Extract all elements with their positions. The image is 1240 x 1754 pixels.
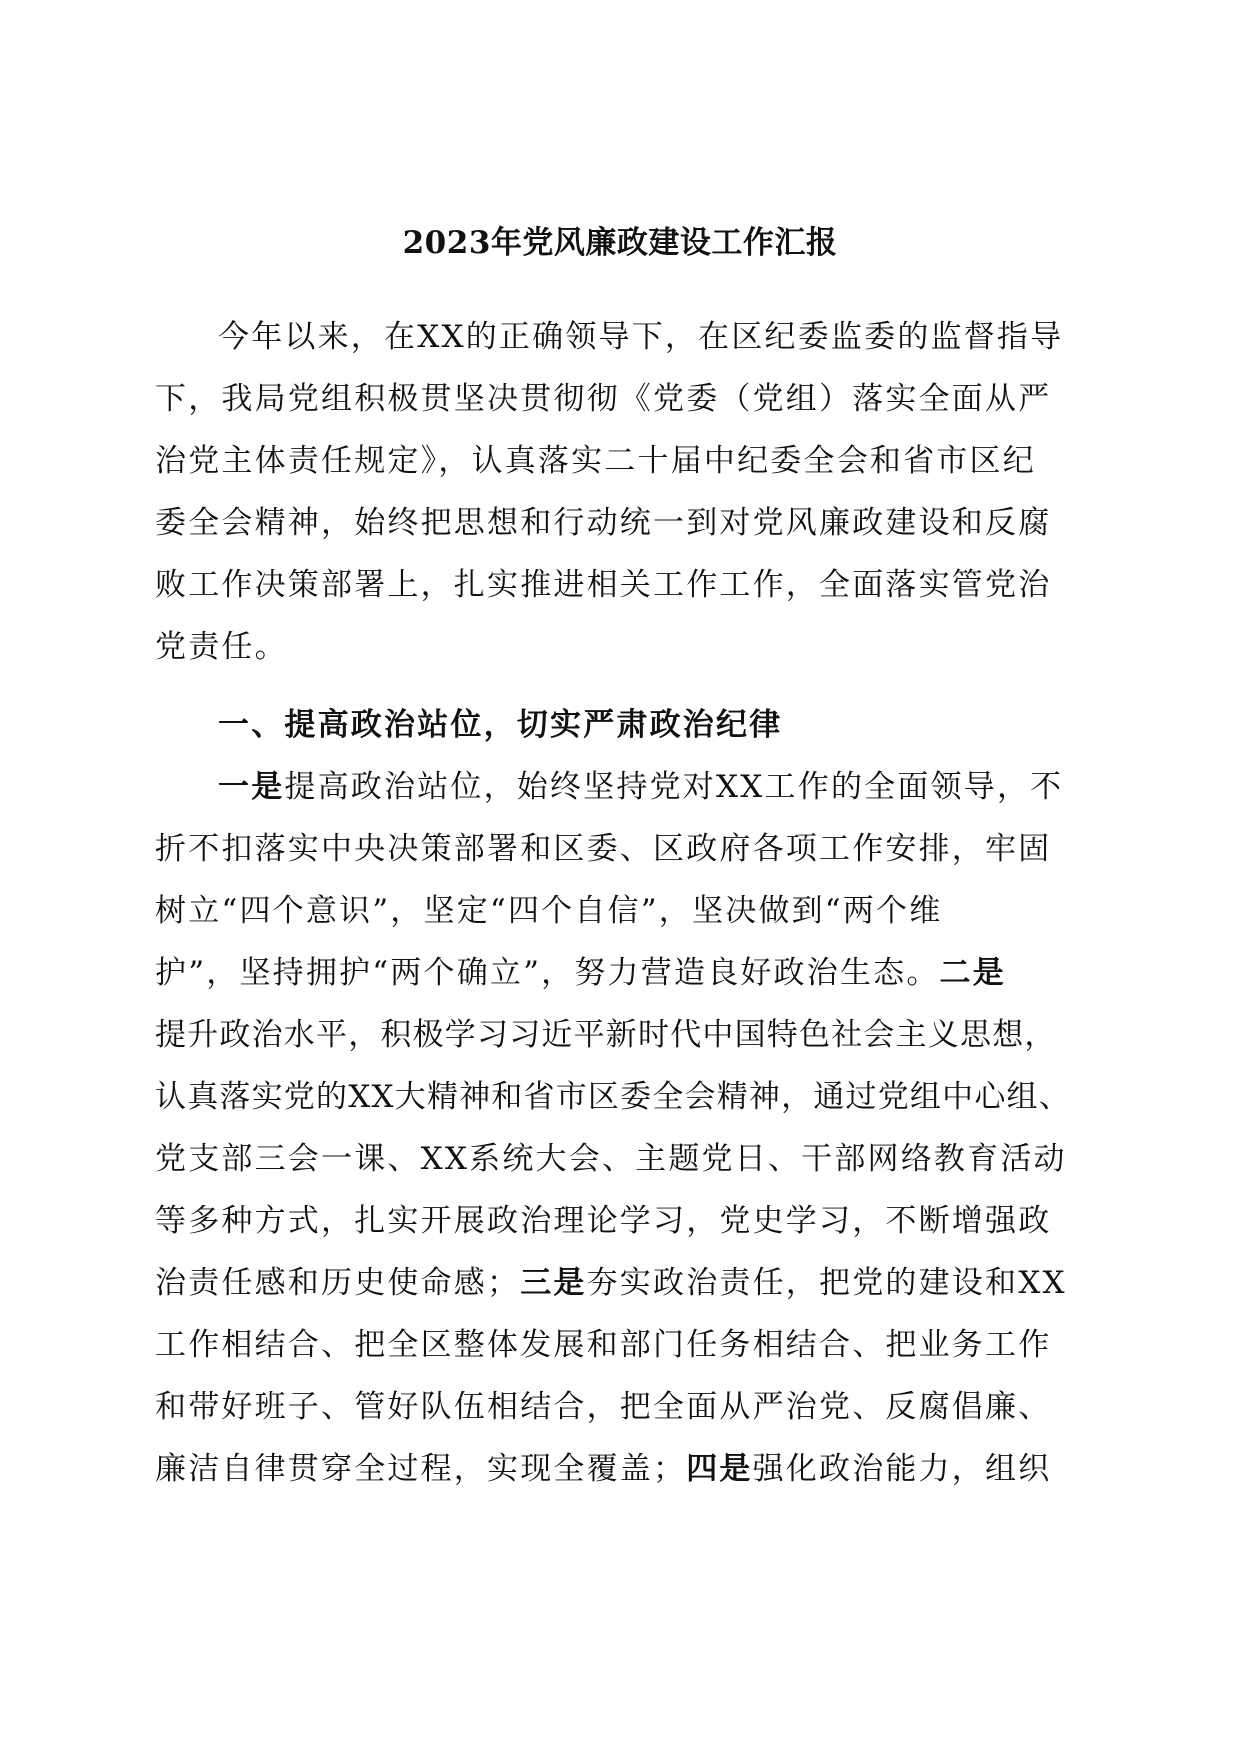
paragraph-line <box>155 1258 1067 1308</box>
paragraph-line: 治党主体责任规定》，认真落实二十届中纪委全会和省市区纪 <box>155 443 1036 479</box>
paragraph-line: 败工作决策部署上，扎实推进相关工作工作，全面落实管党治 <box>155 567 1052 603</box>
document-title: 2023年党风廉政建设工作汇报 <box>402 225 838 261</box>
enumeration-marker: 三是 <box>520 1265 587 1301</box>
paragraph-line <box>218 762 1063 812</box>
enumeration-marker: 二是 <box>939 955 1006 991</box>
section-heading: 一、提高政治站位，切实严肃政治纪律 <box>218 707 783 743</box>
paragraph-line: 和带好班子、管好队伍相结合，把全面从严治党、反腐倡廉、 <box>155 1389 1052 1425</box>
paragraph-line: 提升政治水平，积极学习习近平新时代中国特色社会主义思想， <box>155 1017 1057 1053</box>
line-text: 夯实政治责任，把党的建设和XX <box>586 1265 1067 1301</box>
paragraph-line: 工作相结合、把全区整体发展和部门任务相结合、把业务工作 <box>155 1327 1052 1363</box>
paragraph-line: 认真落实党的XX大精神和省市区委全会精神，通过党组中心组、 <box>155 1079 1071 1115</box>
paragraph-line <box>155 1444 1051 1494</box>
paragraph-line: 党支部三会一课、XX系统大会、主题党日、干部网络教育活动 <box>155 1141 1067 1177</box>
enumeration-marker: 四是 <box>686 1451 753 1487</box>
paragraph-line: 党责任。 <box>155 629 288 665</box>
paragraph-line: 折不扣落实中央决策部署和区委、区政府各项工作安排，牢固 <box>155 831 1052 867</box>
paragraph-line: 树立“四个意识”，坚定“四个自信”，坚决做到“两个维 <box>155 893 943 929</box>
paragraph-line <box>155 948 1006 998</box>
enumeration-marker: 一是 <box>218 769 285 805</box>
line-text: 治责任感和历史使命感； <box>155 1265 521 1301</box>
paragraph-line: 下，我局党组积极贯坚决贯彻彻《党委（党组）落实全面从严 <box>155 381 1052 417</box>
paragraph-line: 今年以来，在XX的正确领导下，在区纪委监委的监督指导 <box>218 319 1064 355</box>
paragraph-line: 委全会精神，始终把思想和行动统一到对党风廉政建设和反腐 <box>155 505 1052 541</box>
line-text: 廉洁自律贯穿全过程，实现全覆盖； <box>155 1451 687 1487</box>
line-text: 护”，坚持拥护“两个确立”，努力营造良好政治生态。 <box>155 955 940 991</box>
line-text: 提高政治站位，始终坚持党对XX工作的全面领导，不 <box>284 769 1064 805</box>
paragraph-line: 等多种方式，扎实开展政治理论学习，党史学习，不断增强政 <box>155 1203 1052 1239</box>
line-text: 强化政治能力，组织 <box>752 1451 1052 1487</box>
